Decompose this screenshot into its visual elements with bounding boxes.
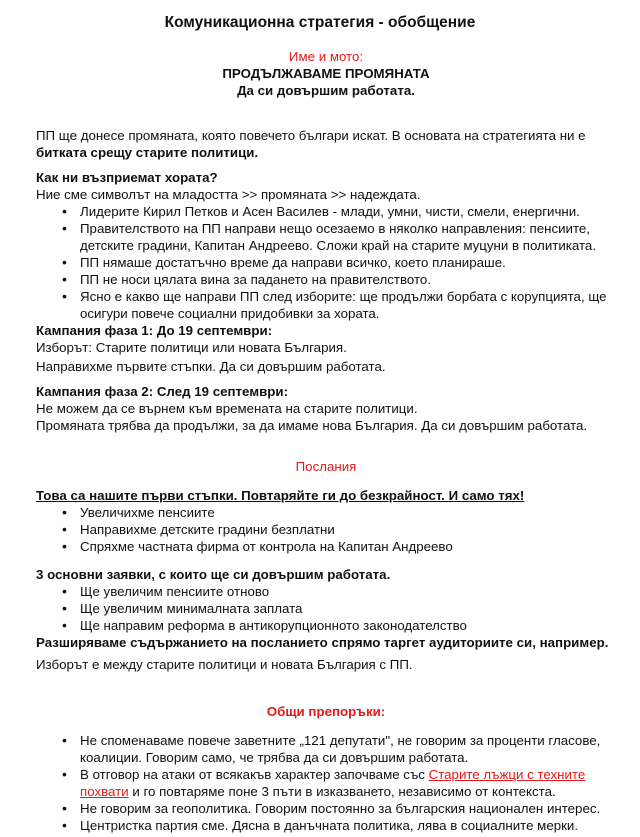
list-item: • Спряхме частната фирма от контрола на Капитан Андреево: [80, 538, 616, 555]
list-item: • Не споменаваме повече заветните „121 депутати", не говорим за проценти гласове, коалиции. Говорим само, че трябва да си довършим работата.: [80, 732, 616, 766]
item-text: В отговор на атаки от всякакъв характер започваме със: [80, 767, 429, 782]
list-item: • ПП нямаше достатъчно време да направи всичко, което планираше.: [80, 254, 616, 271]
list-item: • Увеличихме пенсиите: [80, 504, 616, 521]
first-steps-section: [36, 487, 616, 555]
motto-line-2: Да си довършим работата.: [237, 83, 415, 98]
first-steps-heading: Това са нашите първи стъпки. Повтаряйте ги до безкрайност. И само тях!: [36, 488, 525, 503]
recommendations-list: [36, 732, 616, 834]
intro-paragraph: [36, 127, 616, 161]
requests-list: [36, 583, 616, 634]
expand-message: Разширяваме съдържанието на посланието спрямо таргет аудиториите си, например.: [36, 635, 609, 650]
requests-section: [36, 566, 616, 651]
list-item: [80, 766, 616, 800]
phase1-line-1: Изборът: Старите политици или новата България.: [36, 340, 347, 355]
recommendations-heading: Общи препоръки:: [266, 704, 386, 719]
motto-line-1: ПРОДЪЛЖАВАМЕ ПРОМЯНАТА: [222, 66, 430, 81]
name-heading: Име и мото:: [288, 49, 364, 64]
list-item: • Правителството на ПП направи нещо осезаемо в няколко направления: пенсиите, детските градини, Капитан Андреево. Сложи край на старите муцуни в политиката.: [80, 220, 616, 254]
phase2-line-2: Промяната трябва да продължи, за да имаме нова България. Да си довършим работата.: [36, 418, 588, 433]
perception-line: Ние сме символът на младостта >> промяната >> надеждата.: [36, 187, 421, 202]
phase1-heading: Кампания фаза 1: До 19 септември:: [36, 323, 273, 338]
list-item: • Центристка партия сме. Дясна в данъчната политика, лява в социалните мерки.: [80, 817, 616, 834]
phase2-line-1: Не можем да се върнем към времената на старите политици.: [36, 401, 418, 416]
perception-heading: Как ни възприемат хората?: [36, 170, 218, 185]
recommendations-section: [36, 732, 616, 834]
list-item: • Ще увеличим минималната заплата: [80, 600, 616, 617]
messages-heading: Послания: [295, 459, 357, 474]
list-item: • Ясно е какво ще направи ПП след изборите: ще продължи борбата с корупцията, ще осигури повече социални придобивки за хората.: [80, 288, 616, 322]
perception-section: [36, 169, 616, 322]
name-and-motto: [36, 48, 616, 99]
phase1-line-2: Направихме първите стъпки. Да си довършим работата.: [36, 359, 386, 374]
intro-text: ПП ще донесе промяната, която повечето българи искат. В основата на стратегията ни е: [36, 128, 586, 143]
requests-heading: 3 основни заявки, с които ще си довършим работата.: [36, 567, 391, 582]
list-item: • ПП не носи цялата вина за падането на правителството.: [80, 271, 616, 288]
phase1-section: [36, 322, 616, 375]
phase2-heading: Кампания фаза 2: След 19 септември:: [36, 384, 289, 399]
intro-bold: битката срещу старите политици.: [36, 145, 259, 160]
item-text: и го повтаряме поне 3 пъти в изказването, независимо от контекста.: [128, 784, 556, 799]
highlighted-phrase: Старите лъжци с техните похвати: [80, 767, 586, 799]
document-title: Комуникационна стратегия - обобщение: [164, 14, 476, 31]
perception-list: [36, 203, 616, 322]
choice-line: Изборът е между старите политици и новата България с ПП.: [36, 657, 413, 672]
list-item: • Ще увеличим пенсиите отново: [80, 583, 616, 600]
list-item: • Ще направим реформа в антикорупционното законодателство: [80, 617, 616, 634]
first-steps-list: [36, 504, 616, 555]
list-item: • Не говорим за геополитика. Говорим постоянно за българския национален интерес.: [80, 800, 616, 817]
list-item: • Направихме детските градини безплатни: [80, 521, 616, 538]
phase2-section: [36, 383, 616, 434]
list-item: • Лидерите Кирил Петков и Асен Василев - млади, умни, чисти, смели, енергични.: [80, 203, 616, 220]
